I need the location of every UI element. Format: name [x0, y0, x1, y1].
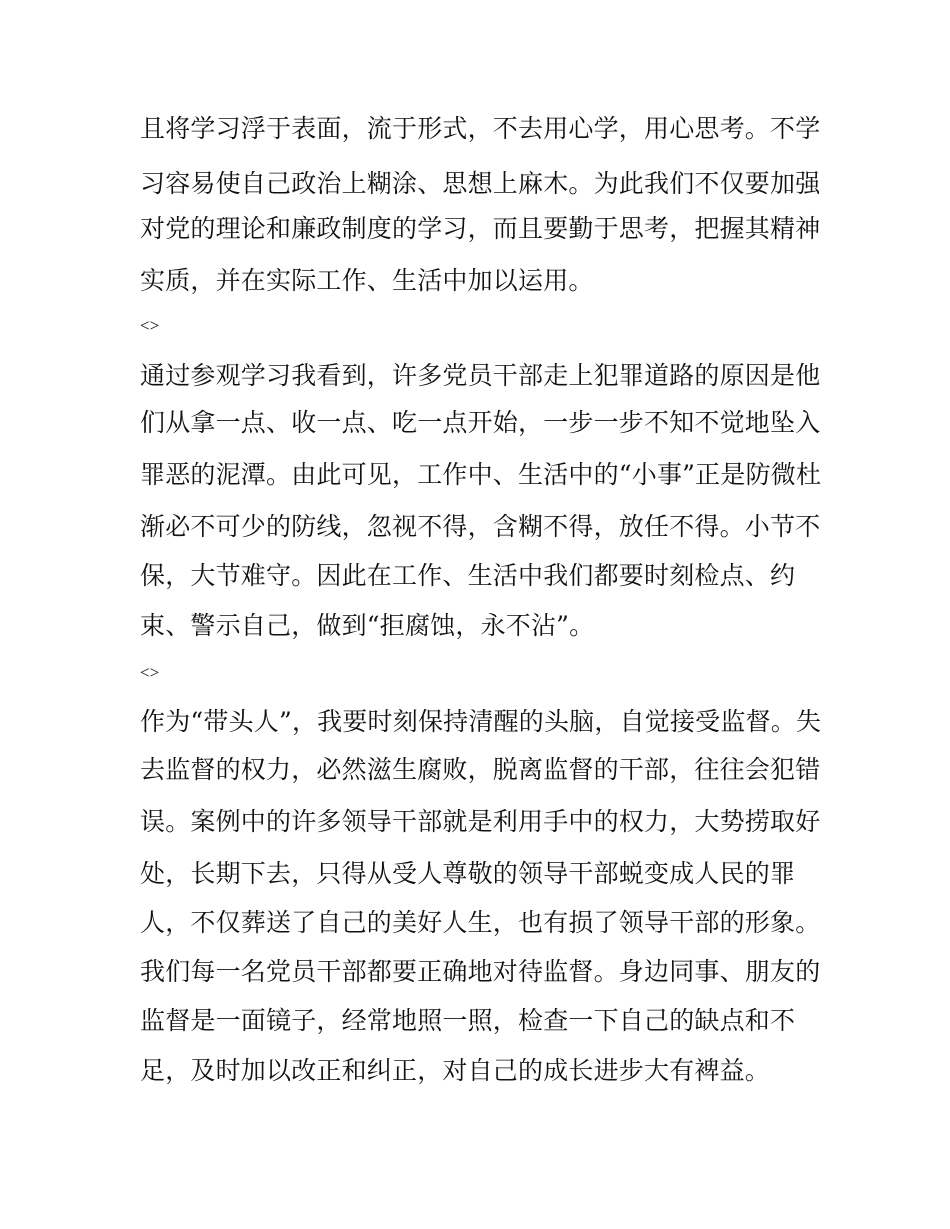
paragraph-3-line-8: 足，及时加以改正和纠正，对自己的成长进步大有裨益。 — [140, 1056, 771, 1085]
paragraph-2-line-2: 们从拿一点、收一点、吃一点开始，一步一步不知不觉地坠入 — [140, 408, 821, 437]
paragraph-2-line-3: 罪恶的泥潭。由此可见，工作中、生活中的“小事”正是防微杜 — [140, 460, 822, 489]
paragraph-1-line-1: 且将学习浮于表面，流于形式，不去用心学，用心思考。不学 — [140, 114, 821, 143]
paragraph-2-line-6: 束、警示自己，做到“拒腐蚀，永不沾”。 — [140, 611, 595, 640]
paragraph-2-line-1: 通过参观学习我看到，许多党员干部走上犯罪道路的原因是他 — [140, 361, 821, 390]
paragraph-1-line-3: 对党的理论和廉政制度的学习，而且要勤于思考，把握其精神 — [140, 214, 821, 243]
paragraph-3-line-7: 监督是一面镜子，经常地照一照，检查一下自己的缺点和不 — [140, 1006, 796, 1035]
paragraph-3-line-1: 作为“带头人”，我要时刻保持清醒的头脑，自觉接受监督。失 — [140, 707, 822, 736]
paragraph-1-line-2: 习容易使自己政治上糊涂、思想上麻木。为此我们不仅要加强 — [140, 169, 821, 198]
paragraph-3-line-5: 人，不仅葬送了自己的美好人生，也有损了领导干部的形象。 — [140, 908, 821, 937]
paragraph-2-line-4: 渐必不可少的防线，忽视不得，含糊不得，放任不得。小节不 — [140, 512, 821, 541]
separator-1: <> — [140, 316, 160, 335]
paragraph-3-line-2: 去监督的权力，必然滋生腐败，脱离监督的干部，往往会犯错 — [140, 755, 821, 784]
paragraph-3-line-4: 处，长期下去，只得从受人尊敬的领导干部蜕变成人民的罪 — [140, 859, 796, 888]
paragraph-2-line-5: 保，大节难守。因此在工作、生活中我们都要时刻检点、约 — [140, 561, 796, 590]
paragraph-1-line-4: 实质，并在实际工作、生活中加以运用。 — [140, 266, 594, 295]
separator-2: <> — [140, 663, 160, 682]
paragraph-3-line-6: 我们每一名党员干部都要正确地对待监督。身边同事、朋友的 — [140, 957, 821, 986]
paragraph-3-line-3: 误。案例中的许多领导干部就是利用手中的权力，大势捞取好 — [140, 807, 821, 836]
